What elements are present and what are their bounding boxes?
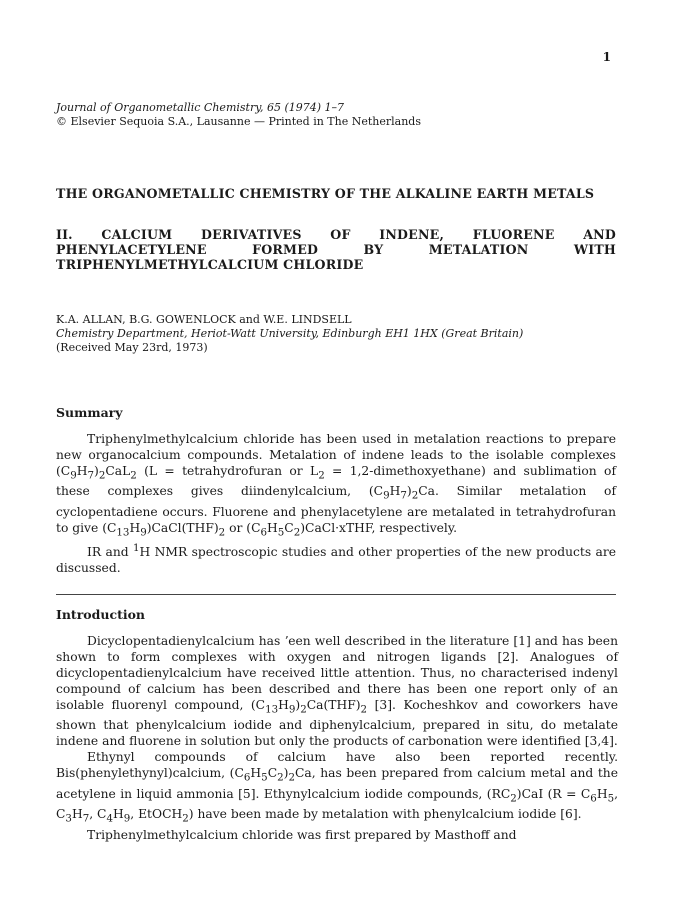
text-run: Triphenylmethylcalcium chloride was first prepared by Masthoff and [87, 827, 517, 842]
text-run: IR and [87, 545, 133, 560]
text-run: Ca, has been prepared from calcium metal and the acetylene in liquid ammonia [5]. Ethynylcalcium iodide compounds, (RC [56, 766, 618, 801]
journal-citation: Journal of Organometallic Chemistry, 65 (1974) 1–7 [56, 101, 345, 114]
summary-body [56, 431, 616, 576]
subscript: 9 [123, 812, 131, 825]
text-run: )CaCl·xTHF, respectively. [300, 520, 458, 535]
subscript: 2 [218, 526, 226, 539]
text-run: (L = tetrahydrofuran or L [136, 464, 319, 478]
text-run: )CaI (R = C [516, 786, 591, 801]
subscript: 5 [277, 526, 285, 539]
superscript: 1 [133, 542, 140, 555]
subscript: 2 [318, 469, 325, 482]
subscript: 2 [360, 703, 368, 716]
text-run: H [278, 698, 289, 712]
subscript: 2 [130, 469, 137, 482]
text-run: ) have been made by metalation with phenylcalcium iodide [6]. [188, 807, 582, 822]
text-run: CaL [105, 464, 131, 478]
text-run: H [250, 766, 262, 781]
subscript: 9 [70, 469, 77, 482]
subscript: 13 [265, 703, 279, 716]
text-run: Triphenylmethylcalcium chloride has been used in metalation reactions to prepare new organocalcium compounds. Metalation of indene leads to the isolable complexes (C [56, 432, 616, 478]
subscript: 7 [400, 489, 407, 502]
text-run: ) [283, 766, 289, 781]
text-run: , EtOCH [130, 807, 183, 822]
authors: K.A. ALLAN, B.G. GOWENLOCK and W.E. LINDSELL [56, 313, 352, 326]
text-run: or (C [225, 520, 261, 535]
text-run: ) [295, 698, 301, 712]
text-run: H [267, 520, 278, 535]
subscript: 2 [288, 771, 295, 784]
text-run: H [71, 807, 83, 822]
subscript: 2 [510, 792, 517, 805]
subscript: 4 [106, 812, 113, 825]
affiliation: Chemistry Department, Heriot-Watt University, Edinburgh EH1 1HX (Great Britain) [56, 327, 524, 340]
text-run: )CaCl(THF) [146, 520, 219, 535]
subscript: 2 [293, 526, 301, 539]
subscript: 9 [288, 703, 296, 716]
subscript: 5 [607, 792, 615, 805]
text-run: ) [406, 484, 412, 499]
text-run: , C [56, 786, 619, 822]
subscript: 9 [383, 489, 390, 502]
article-title: THE ORGANOMETALLIC CHEMISTRY OF THE ALKALINE EARTH METALS [56, 186, 595, 201]
subscript: 2 [182, 812, 189, 825]
subscript: 5 [261, 771, 268, 784]
subscript: 13 [116, 526, 130, 539]
introduction-heading: Introduction [56, 607, 146, 622]
text-run: H [129, 520, 141, 535]
text-run: , C [89, 807, 107, 822]
intro-paragraph [56, 827, 618, 843]
text-run: H NMR spectroscopic studies and other properties of the new products are discussed. [56, 545, 616, 576]
section-divider [56, 594, 616, 595]
text-run: Ethynyl compounds of calcium have also been reported recently. Bis(phenylethynyl)calcium, (C [56, 750, 618, 781]
subscript: 9 [140, 526, 147, 539]
introduction-body [56, 633, 618, 843]
summary-paragraph [56, 540, 616, 576]
subscript: 7 [87, 469, 95, 482]
received-date: (Received May 23rd, 1973) [56, 341, 208, 354]
subscript: 6 [243, 771, 251, 784]
subscript: 3 [65, 812, 72, 825]
subscript: 2 [411, 489, 419, 502]
text-run: = 1,2-dimethoxyethane) and sublimation of these complexes gives diindenylcalcium, (C [56, 464, 616, 499]
article-subtitle: II. CALCIUM DERIVATIVES OF INDENE, FLUORENE AND PHENYLACETYLENE FORMED BY METALATION WITH TRIPHENYLMETHYLCALCIUM CHLORIDE [56, 227, 616, 272]
text-run: [3]. Kocheshkov and coworkers have shown that phenylcalcium iodide and diphenylcalcium, prepared in situ, do metalate indene and fluorene in solution but only the products of carbonation were identified [3,4]. [56, 698, 618, 749]
text-run: C [267, 766, 278, 781]
subscript: 2 [98, 469, 106, 482]
subscript: 6 [590, 792, 597, 805]
intro-paragraph [56, 749, 618, 826]
subscript: 7 [82, 812, 90, 825]
intro-paragraph [56, 633, 618, 749]
text-run: Ca(THF) [306, 698, 361, 712]
author-block [56, 313, 523, 355]
text-run: Ca. Similar metalation of cyclopentadiene occurs. Fluorene and phenylacetylene are metalated in tetrahydrofuran to give (C [56, 484, 616, 535]
copyright-line: © Elsevier Sequoia S.A., Lausanne — Printed in The Netherlands [56, 115, 421, 128]
subscript: 2 [277, 771, 284, 784]
text-run: H [596, 786, 608, 801]
text-run: H [112, 807, 124, 822]
subscript: 6 [260, 526, 268, 539]
text-run: H [389, 484, 401, 499]
subscript: 2 [300, 703, 307, 716]
text-run: H [76, 464, 88, 478]
text-run: Dicyclopentadienylcalcium has ʼeen well described in the literature [1] and has been shown to form complexes with oxygen and nitrogen ligands [2]. Analogues of dicyclopentadienylcalcium have received little attention. Thus, no characterised indenyl compound of calcium has been described and there has been one report only of an isolable fluorenyl compound, (C [56, 634, 618, 712]
journal-header [56, 101, 421, 129]
page-number: 1 [602, 50, 611, 64]
text-run: C [284, 520, 294, 535]
summary-paragraph [56, 431, 616, 540]
summary-heading: Summary [56, 405, 123, 420]
text-run: ) [94, 464, 99, 478]
